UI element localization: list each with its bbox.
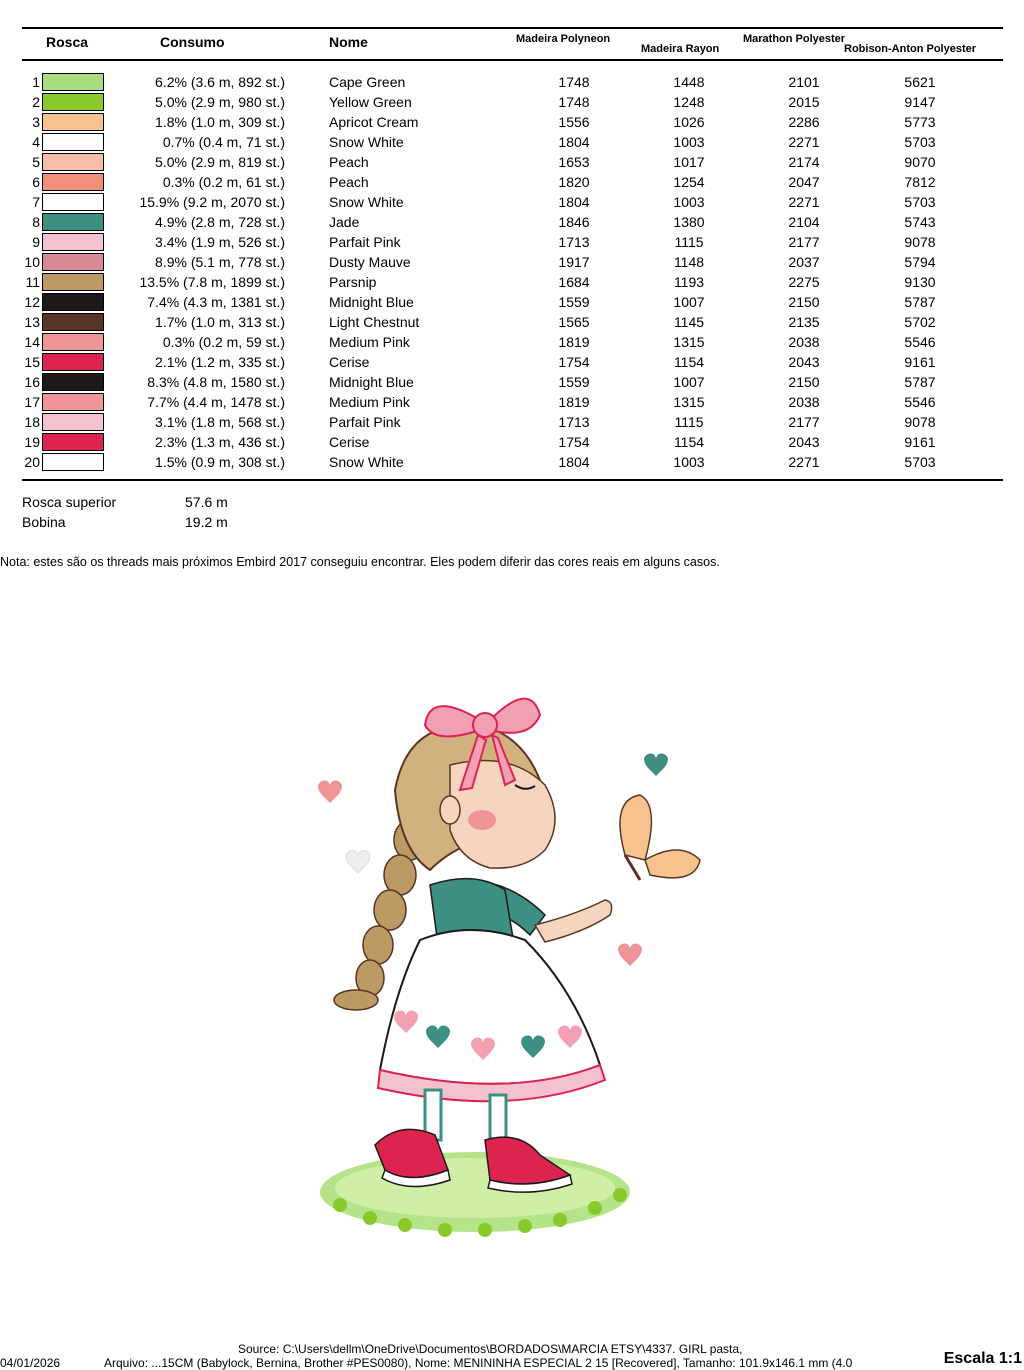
rosca-superior-label: Rosca superior [22,494,117,510]
thread-number: 12 [24,294,40,310]
thread-row [0,292,1024,312]
thread-number: 4 [32,134,40,150]
thread-madeira-rayon: 1315 [673,394,705,410]
thread-madeira-polyneon: 1820 [558,174,590,190]
thread-madeira-rayon: 1145 [673,314,705,330]
thread-robison-anton: 5773 [904,114,936,130]
thread-madeira-rayon: 1003 [673,134,705,150]
thread-consumo: 0.3% (0.2 m, 59 st.) [162,334,285,350]
thread-madeira-polyneon: 1804 [558,194,590,210]
rosca-superior-value: 57.6 m [185,494,228,510]
header-madeira-polyneon: Madeira Polyneon [516,33,611,45]
thread-madeira-polyneon: 1917 [558,254,590,270]
thread-row [0,352,1024,372]
thread-madeira-polyneon: 1748 [558,94,590,110]
thread-consumo: 13.5% (7.8 m, 1899 st.) [139,274,285,290]
thread-madeira-polyneon: 1565 [558,314,590,330]
thread-row [0,212,1024,232]
thread-number: 8 [32,214,40,230]
thread-number: 5 [32,154,40,170]
thread-madeira-rayon: 1007 [673,374,705,390]
thread-robison-anton: 5787 [904,374,936,390]
thread-robison-anton: 9078 [904,414,936,430]
thread-name: Peach [329,174,369,190]
thread-number: 1 [32,74,40,90]
thread-number: 2 [32,94,40,110]
thread-row [0,372,1024,392]
thread-row [0,172,1024,192]
thread-marathon-polyester: 2150 [788,374,820,390]
thread-row [0,232,1024,252]
header-consumo: Consumo [160,34,225,50]
thread-madeira-rayon: 1026 [673,114,705,130]
thread-number: 10 [24,254,40,270]
thread-number: 18 [24,414,40,430]
thread-robison-anton: 5546 [904,394,936,410]
thread-madeira-polyneon: 1748 [558,74,590,90]
thread-marathon-polyester: 2271 [788,194,820,210]
thread-madeira-rayon: 1148 [673,254,705,270]
thread-name: Parfait Pink [329,414,401,430]
thread-robison-anton: 5621 [904,74,936,90]
thread-row [0,252,1024,272]
thread-marathon-polyester: 2037 [788,254,820,270]
thread-color-swatch [42,73,104,91]
header-madeira-rayon: Madeira Rayon [641,43,720,55]
thread-marathon-polyester: 2038 [788,334,820,350]
thread-consumo: 0.3% (0.2 m, 61 st.) [162,174,285,190]
thread-consumo: 5.0% (2.9 m, 980 st.) [155,94,285,110]
thread-name: Jade [329,214,360,230]
thread-color-swatch [42,193,104,211]
thread-robison-anton: 5702 [904,314,936,330]
bobina-value: 19.2 m [185,514,228,530]
thread-marathon-polyester: 2177 [788,414,820,430]
thread-number: 20 [24,454,40,470]
thread-consumo: 2.3% (1.3 m, 436 st.) [155,434,285,450]
thread-marathon-polyester: 2015 [788,94,820,110]
thread-color-swatch [42,173,104,191]
thread-name: Cerise [329,434,370,450]
thread-marathon-polyester: 2135 [788,314,820,330]
thread-name: Midnight Blue [329,294,414,310]
thread-row [0,92,1024,112]
thread-robison-anton: 9161 [904,354,936,370]
thread-marathon-polyester: 2177 [788,234,820,250]
thread-madeira-rayon: 1448 [673,74,705,90]
thread-name: Medium Pink [329,394,410,410]
thread-madeira-rayon: 1154 [673,354,705,370]
footer-scale: Escala 1:1 [943,1350,1022,1367]
thread-consumo: 7.4% (4.3 m, 1381 st.) [147,294,285,310]
thread-name: Cerise [329,354,370,370]
thread-madeira-polyneon: 1804 [558,134,590,150]
thread-marathon-polyester: 2271 [788,454,820,470]
thread-madeira-rayon: 1007 [673,294,705,310]
thread-madeira-polyneon: 1713 [558,414,590,430]
header-marathon-polyester: Marathon Polyester [743,33,846,45]
thread-color-swatch [42,253,104,271]
thread-name: Peach [329,154,369,170]
thread-row [0,192,1024,212]
thread-marathon-polyester: 2038 [788,394,820,410]
thread-marathon-polyester: 2150 [788,294,820,310]
footer-arquivo: Arquivo: ...15CM (Babylock, Bernina, Brother #PES0080), Nome: MENININHA ESPECIAL 2 15 [Recovered], Tamanho: 101.9x146.1 mm (4.0 [104,1356,853,1370]
thread-consumo: 3.1% (1.8 m, 568 st.) [155,414,285,430]
thread-color-swatch [42,393,104,411]
thread-row [0,412,1024,432]
thread-madeira-polyneon: 1819 [558,394,590,410]
thread-madeira-polyneon: 1819 [558,334,590,350]
thread-name: Medium Pink [329,334,410,350]
thread-number: 16 [24,374,40,390]
thread-consumo: 8.3% (4.8 m, 1580 st.) [147,374,285,390]
thread-color-swatch [42,313,104,331]
thread-marathon-polyester: 2047 [788,174,820,190]
thread-name: Snow White [329,194,404,210]
thread-number: 9 [32,234,40,250]
thread-madeira-rayon: 1154 [673,434,705,450]
thread-madeira-polyneon: 1754 [558,434,590,450]
thread-color-swatch [42,133,104,151]
thread-color-swatch [42,93,104,111]
thread-consumo: 0.7% (0.4 m, 71 st.) [162,134,285,150]
header-rosca: Rosca [46,34,89,50]
thread-consumo: 6.2% (3.6 m, 892 st.) [155,74,285,90]
thread-madeira-polyneon: 1846 [558,214,590,230]
thread-name: Dusty Mauve [329,254,411,270]
thread-madeira-rayon: 1003 [673,454,705,470]
thread-consumo: 2.1% (1.2 m, 335 st.) [155,354,285,370]
thread-madeira-rayon: 1003 [673,194,705,210]
header-rule [22,59,1003,61]
thread-color-swatch [42,373,104,391]
thread-name: Yellow Green [329,94,412,110]
thread-madeira-rayon: 1017 [673,154,705,170]
thread-name: Light Chestnut [329,314,420,330]
thread-madeira-polyneon: 1559 [558,294,590,310]
thread-color-swatch [42,433,104,451]
thread-madeira-polyneon: 1684 [558,274,590,290]
thread-color-swatch [42,113,104,131]
thread-consumo: 1.7% (1.0 m, 313 st.) [155,314,285,330]
thread-color-swatch [42,273,104,291]
thread-marathon-polyester: 2043 [788,434,820,450]
thread-row [0,152,1024,172]
thread-row [0,112,1024,132]
thread-number: 6 [32,174,40,190]
thread-number: 13 [24,314,40,330]
footer-date: 04/01/2026 [0,1356,61,1370]
thread-consumo: 1.8% (1.0 m, 309 st.) [155,114,285,130]
thread-color-swatch [42,293,104,311]
thread-consumo: 3.4% (1.9 m, 526 st.) [155,234,285,250]
thread-robison-anton: 5794 [904,254,936,270]
thread-consumo: 4.9% (2.8 m, 728 st.) [155,214,285,230]
thread-consumo: 1.5% (0.9 m, 308 st.) [155,454,285,470]
thread-row [0,452,1024,472]
thread-marathon-polyester: 2101 [788,74,820,90]
thread-robison-anton: 5743 [904,214,936,230]
thread-name: Apricot Cream [329,114,419,130]
thread-marathon-polyester: 2174 [788,154,820,170]
thread-name: Snow White [329,454,404,470]
bottom-rule [22,479,1003,481]
thread-marathon-polyester: 2271 [788,134,820,150]
thread-number: 14 [24,334,40,350]
thread-consumo: 8.9% (5.1 m, 778 st.) [155,254,285,270]
thread-row [0,332,1024,352]
thread-color-swatch [42,153,104,171]
thread-row [0,132,1024,152]
thread-madeira-polyneon: 1559 [558,374,590,390]
thread-madeira-polyneon: 1713 [558,234,590,250]
thread-madeira-rayon: 1315 [673,334,705,350]
thread-number: 19 [24,434,40,450]
thread-color-swatch [42,453,104,471]
thread-madeira-polyneon: 1556 [558,114,590,130]
thread-row [0,392,1024,412]
thread-row [0,312,1024,332]
thread-color-swatch [42,213,104,231]
thread-row [0,272,1024,292]
thread-madeira-rayon: 1193 [673,274,705,290]
thread-madeira-polyneon: 1804 [558,454,590,470]
thread-name: Snow White [329,134,404,150]
header-nome: Nome [329,34,368,50]
thread-color-swatch [42,233,104,251]
footer-source: Source: C:\Users\dellm\OneDrive\Documentos\BORDADOS\MARCIA ETSY\4337. GIRL pasta, [238,1342,743,1356]
thread-madeira-polyneon: 1653 [558,154,590,170]
top-rule [22,27,1003,29]
thread-madeira-rayon: 1248 [673,94,705,110]
thread-number: 11 [25,274,40,290]
thread-robison-anton: 7812 [904,174,936,190]
thread-robison-anton: 5546 [904,334,936,350]
thread-row [0,432,1024,452]
thread-madeira-rayon: 1380 [673,214,705,230]
thread-robison-anton: 9078 [904,234,936,250]
thread-robison-anton: 5703 [904,454,936,470]
thread-robison-anton: 9130 [904,274,936,290]
thread-consumo: 15.9% (9.2 m, 2070 st.) [139,194,285,210]
thread-marathon-polyester: 2104 [788,214,820,230]
thread-consumo: 7.7% (4.4 m, 1478 st.) [147,394,285,410]
thread-robison-anton: 5703 [904,194,936,210]
thread-name: Cape Green [329,74,406,90]
thread-madeira-polyneon: 1754 [558,354,590,370]
embroidery-design-image [300,670,720,1250]
thread-consumo: 5.0% (2.9 m, 819 st.) [155,154,285,170]
header-robison-anton: Robison-Anton Polyester [844,43,977,55]
thread-name: Parsnip [329,274,377,290]
thread-number: 15 [24,354,40,370]
bobina-label: Bobina [22,514,66,530]
thread-madeira-rayon: 1254 [673,174,705,190]
thread-number: 17 [24,394,40,410]
thread-color-swatch [42,333,104,351]
thread-robison-anton: 9147 [904,94,936,110]
disclaimer-note: Nota: estes são os threads mais próximos Embird 2017 conseguiu encontrar. Eles podem diferir das cores reais em alguns casos. [0,555,720,569]
thread-robison-anton: 5787 [904,294,936,310]
thread-robison-anton: 5703 [904,134,936,150]
thread-name: Parfait Pink [329,234,401,250]
thread-marathon-polyester: 2043 [788,354,820,370]
thread-number: 7 [32,194,40,210]
thread-marathon-polyester: 2275 [788,274,820,290]
thread-color-swatch [42,413,104,431]
thread-marathon-polyester: 2286 [788,114,820,130]
thread-name: Midnight Blue [329,374,414,390]
thread-color-swatch [42,353,104,371]
thread-row [0,72,1024,92]
thread-number: 3 [32,114,40,130]
thread-robison-anton: 9161 [904,434,936,450]
thread-madeira-rayon: 1115 [674,414,704,430]
thread-madeira-rayon: 1115 [674,234,704,250]
thread-robison-anton: 9070 [904,154,936,170]
